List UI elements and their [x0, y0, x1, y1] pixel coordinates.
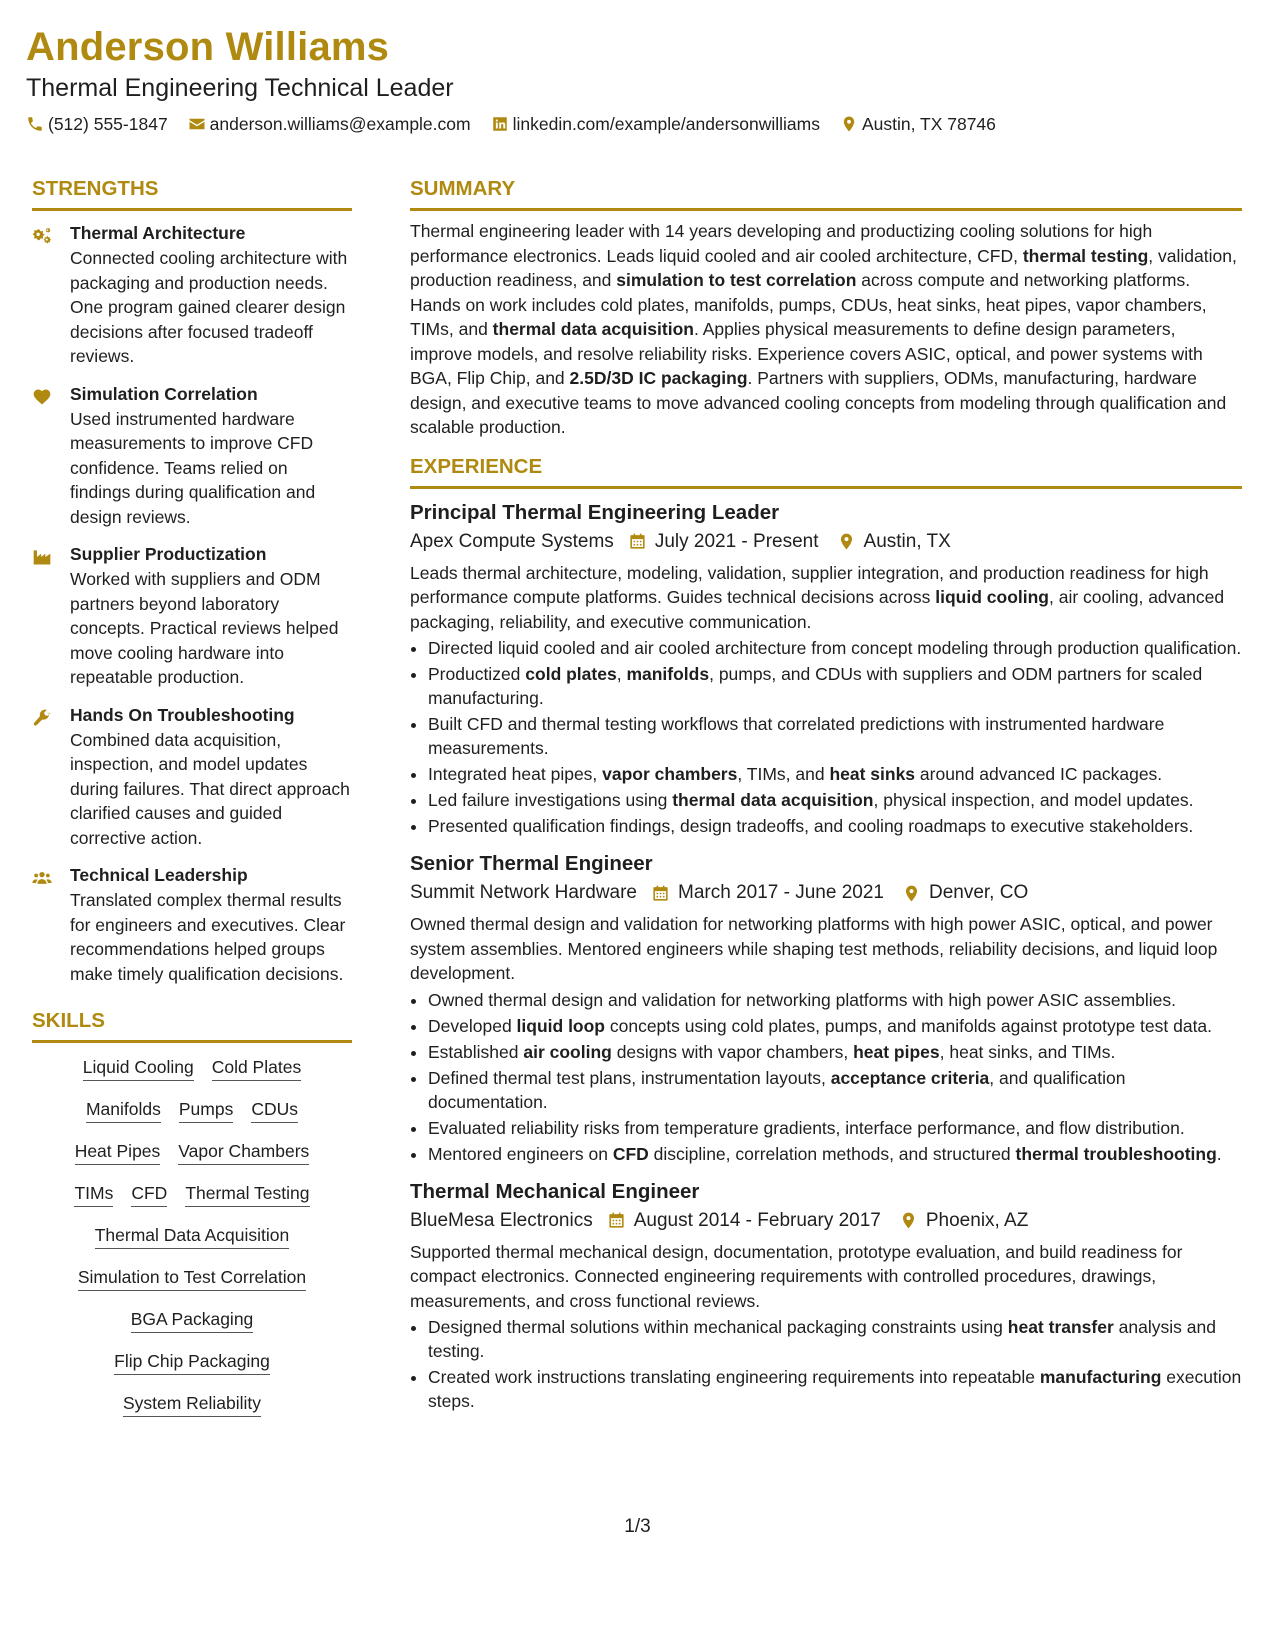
bold-keyword: heat sinks	[829, 764, 916, 784]
job-description	[410, 912, 1242, 986]
map-pin-icon	[837, 532, 856, 551]
strength-description: Used instrumented hardware measurements to improve CFD confidence. Teams relied on findings during qualification and design reviews.	[70, 408, 316, 527]
skill-row	[32, 1391, 352, 1417]
bullet-item	[428, 1014, 1242, 1038]
strength-description: Translated complex thermal results for engineers and executives. Clear recommendations helped groups make timely qualification decisions.	[70, 890, 346, 984]
text-run: .	[1216, 1143, 1222, 1164]
contact-linkedin[interactable]	[491, 112, 820, 136]
bullet-item	[428, 636, 1242, 660]
right-column	[410, 176, 1242, 1415]
bold-keyword: simulation to test correlation	[616, 270, 857, 290]
map-pin-icon	[902, 884, 921, 903]
job-location: Phoenix, AZ	[925, 1209, 1029, 1231]
bullet-item	[428, 1365, 1242, 1413]
text-run: . Partners with suppliers, ODMs, manufacturing, hardware design, and executive teams to move advanced cooling concepts from modeling through qualification and scalable production.	[410, 368, 1227, 437]
text-run: , validation, production readiness, and	[410, 245, 1237, 290]
job-meta	[410, 878, 1242, 908]
company-name: BlueMesa Electronics	[410, 1209, 593, 1231]
gears-icon	[32, 226, 52, 246]
calendar-icon	[651, 884, 670, 903]
bold-keyword: air cooling	[523, 1041, 612, 1062]
strength-description: Combined data acquisition, inspection, and model updates during failures. That direct approach clarified causes and guided corrective action.	[70, 729, 350, 848]
skill-tag: Thermal Testing	[185, 1181, 309, 1207]
company-name: Apex Compute Systems	[410, 530, 614, 552]
skill-tag: System Reliability	[123, 1391, 261, 1417]
strength-description: Worked with suppliers and ODM partners beyond laboratory concepts. Practical reviews helped move cooling hardware into repeatable production.	[70, 569, 339, 687]
bold-keyword: manifolds	[626, 664, 710, 684]
skill-row	[32, 1097, 352, 1123]
experience-heading: EXPERIENCE	[410, 454, 1242, 489]
contact-email[interactable]	[188, 112, 471, 136]
text-run: Developed	[428, 1015, 517, 1036]
skill-row	[32, 1181, 352, 1207]
strength-item	[32, 542, 352, 690]
bullet-item	[428, 988, 1242, 1012]
bold-keyword: acceptance criteria	[830, 1067, 990, 1088]
skill-tag: CFD	[131, 1181, 167, 1207]
skill-tag: Thermal Data Acquisition	[95, 1223, 290, 1249]
text-run: analysis and testing.	[428, 1317, 1216, 1361]
text-run: , air cooling, advanced packaging, reliability, and executive communication.	[410, 587, 1225, 632]
map-pin-icon	[840, 115, 858, 133]
text-run: Productized	[428, 664, 526, 684]
text-run: Leads thermal architecture, modeling, validation, supplier integration, and production readiness for high performance compute platforms. Guides technical decisions across	[410, 562, 1209, 607]
strengths-list	[32, 221, 352, 986]
job-bullets	[410, 636, 1242, 838]
job-entry	[410, 850, 1242, 1166]
text-run: , physical inspection, and model updates.	[873, 790, 1194, 810]
text-run: Established	[428, 1041, 524, 1062]
job-title: Senior Thermal Engineer	[410, 852, 653, 875]
wrench-icon	[32, 708, 52, 728]
text-run: , TIMs, and	[737, 764, 830, 784]
heart-icon	[32, 387, 52, 407]
contact-location	[840, 112, 996, 136]
skill-tag: TIMs	[74, 1181, 113, 1207]
text-run: , pumps, and CDUs with suppliers and ODM partners for scaled manufacturing.	[428, 664, 1203, 708]
bold-keyword: manufacturing	[1039, 1367, 1162, 1387]
bullet-item	[428, 1116, 1242, 1140]
text-run: ,	[616, 664, 627, 684]
skills-list	[32, 1055, 352, 1417]
envelope-icon	[188, 115, 206, 133]
job-description	[410, 1240, 1242, 1314]
bold-keyword: cold plates	[525, 664, 617, 684]
text-run: execution steps.	[428, 1367, 1242, 1411]
skill-tag: Heat Pipes	[75, 1139, 161, 1165]
map-pin-icon	[899, 1211, 918, 1230]
strengths-heading: STRENGTHS	[32, 176, 352, 211]
job-description	[410, 561, 1242, 635]
job-dates: March 2017 - June 2021	[678, 882, 884, 903]
left-column	[32, 176, 352, 1433]
strength-item	[32, 221, 352, 369]
users-icon	[32, 868, 52, 888]
location-text: Austin, TX 78746	[861, 114, 996, 134]
job-location: Austin, TX	[863, 530, 951, 552]
job-meta	[410, 527, 1242, 557]
skill-row	[32, 1139, 352, 1165]
text-run: , heat sinks, and TIMs.	[939, 1041, 1116, 1062]
skill-tag: Liquid Cooling	[83, 1055, 194, 1081]
text-run: , and qualification documentation.	[428, 1067, 1126, 1112]
summary-heading: SUMMARY	[410, 176, 1242, 211]
text-run: Directed liquid cooled and air cooled architecture from concept modeling through production qualification.	[428, 638, 1242, 658]
skill-row	[32, 1307, 352, 1333]
job-dates: July 2021 - Present	[654, 530, 819, 552]
skill-tag: BGA Packaging	[131, 1307, 254, 1333]
calendar-icon	[628, 532, 647, 551]
bold-keyword: thermal data acquisition	[492, 319, 694, 339]
text-run: Thermal engineering leader with 14 years developing and productizing cooling solutions for high performance electronics. Leads liquid cooled and air cooled architecture, CFD,	[410, 221, 1153, 266]
text-run: across compute and networking platforms. Hands on work includes cold plates, manifolds, pumps, CDUs, heat sinks, heat pipes, vapor chambers, TIMs, and	[410, 270, 1207, 339]
contact-phone[interactable]	[26, 112, 168, 136]
skill-tag: Pumps	[179, 1097, 233, 1123]
bold-keyword: heat transfer	[1007, 1317, 1114, 1337]
skills-section	[32, 1008, 352, 1417]
bold-keyword: thermal troubleshooting	[1015, 1143, 1217, 1164]
bullet-item	[428, 1315, 1242, 1363]
job-bullets	[410, 988, 1242, 1166]
job-entry	[410, 1178, 1242, 1414]
job-list	[410, 499, 1242, 1414]
bullet-item	[428, 712, 1242, 760]
calendar-icon	[607, 1211, 626, 1230]
text-run: concepts using cold plates, pumps, and manifolds against prototype test data.	[605, 1015, 1213, 1036]
text-run: Owned thermal design and validation for networking platforms with high power ASIC, optical, and power system assemblies. Mentored engineers while shaping test methods, reliability decisions, and liquid loop development.	[410, 914, 1218, 983]
summary-text	[410, 219, 1242, 440]
bullet-item	[428, 788, 1242, 812]
phone-icon	[26, 115, 44, 133]
strength-item	[32, 382, 352, 530]
text-run: Owned thermal design and validation for networking platforms with high power ASIC assemblies.	[428, 989, 1177, 1010]
skill-tag: Cold Plates	[212, 1055, 302, 1081]
page-number: 1/3	[624, 1516, 651, 1537]
bullet-item	[428, 814, 1242, 838]
text-run: Mentored engineers on	[428, 1143, 613, 1164]
bold-keyword: heat pipes	[853, 1041, 940, 1062]
strength-title: Thermal Architecture	[70, 223, 246, 243]
skill-tag: Manifolds	[86, 1097, 161, 1123]
text-run: Presented qualification findings, design tradeoffs, and cooling roadmaps to executive stakeholders.	[428, 816, 1194, 836]
text-run: Supported thermal mechanical design, documentation, prototype evaluation, and build readiness for compact electronics. Connected engineering requirements with controlled procedures, drawings, measurements, and cross functional reviews.	[410, 1241, 1183, 1311]
bullet-item	[428, 1040, 1242, 1064]
job-location: Denver, CO	[928, 882, 1029, 903]
text-run: Defined thermal test plans, instrumentation layouts,	[428, 1067, 831, 1088]
skill-row	[32, 1349, 352, 1375]
strength-item	[32, 703, 352, 851]
bold-keyword: liquid loop	[516, 1015, 605, 1036]
bold-keyword: liquid cooling	[935, 587, 1049, 607]
bullet-item	[428, 1066, 1242, 1114]
linkedin-text: linkedin.com/example/andersonwilliams	[512, 114, 820, 134]
text-run: . Applies physical measurements to define design parameters, improve models, and resolve reliability risks. Experience covers ASIC, optical, and power systems with BGA, Flip Chip, and	[410, 319, 1203, 388]
bullet-item	[428, 762, 1242, 786]
skill-tag: CDUs	[251, 1097, 298, 1123]
bold-keyword: thermal testing	[1022, 245, 1149, 266]
email-text: anderson.williams@example.com	[209, 114, 471, 134]
company-name: Summit Network Hardware	[410, 882, 637, 903]
job-meta	[410, 1206, 1242, 1236]
strength-title: Technical Leadership	[70, 865, 248, 885]
candidate-name: Anderson Williams	[26, 25, 390, 69]
strength-title: Supplier Productization	[70, 544, 267, 564]
text-run: Evaluated reliability risks from temperature gradients, interface performance, and flow distribution.	[428, 1117, 1185, 1138]
job-dates: August 2014 - February 2017	[633, 1209, 881, 1231]
resume-header	[26, 22, 1246, 136]
job-title: Thermal Mechanical Engineer	[410, 1179, 700, 1203]
strength-description: Connected cooling architecture with packaging and production needs. One program gained clearer design decisions after focused tradeoff reviews.	[70, 248, 348, 366]
job-title: Principal Thermal Engineering Leader	[410, 500, 780, 524]
skill-row	[32, 1265, 352, 1291]
skills-heading: SKILLS	[32, 1008, 352, 1043]
bold-keyword: thermal data acquisition	[672, 790, 874, 810]
job-bullets	[410, 1315, 1242, 1413]
bold-keyword: CFD	[612, 1143, 649, 1164]
factory-icon	[32, 547, 52, 567]
bullet-item	[428, 1142, 1242, 1166]
strength-title: Simulation Correlation	[70, 383, 258, 404]
skill-tag: Vapor Chambers	[178, 1139, 309, 1165]
phone-text: (512) 555-1847	[48, 114, 168, 134]
text-run: Designed thermal solutions within mechanical packaging constraints using	[428, 1317, 1008, 1337]
bullet-item	[428, 662, 1242, 710]
linkedin-icon	[491, 115, 509, 133]
text-run: designs with vapor chambers,	[611, 1041, 854, 1062]
text-run: Built CFD and thermal testing workflows that correlated predictions with instrumented hardware measurements.	[428, 714, 1165, 758]
experience-section	[410, 454, 1242, 1414]
strength-item	[32, 863, 352, 986]
text-run: discipline, correlation methods, and structured	[648, 1143, 1016, 1164]
strength-title: Hands On Troubleshooting	[70, 704, 295, 725]
contact-bar	[26, 112, 1246, 136]
text-run: Led failure investigations using	[428, 790, 673, 810]
bold-keyword: 2.5D/3D IC packaging	[569, 368, 748, 388]
text-run: Integrated heat pipes,	[428, 764, 603, 784]
text-run: around advanced IC packages.	[915, 764, 1163, 784]
text-run: Created work instructions translating engineering requirements into repeatable	[428, 1367, 1040, 1387]
skill-row	[32, 1223, 352, 1249]
skill-tag: Simulation to Test Correlation	[78, 1265, 306, 1291]
skill-tag: Flip Chip Packaging	[114, 1349, 270, 1375]
bold-keyword: vapor chambers	[602, 764, 738, 784]
skill-row	[32, 1055, 352, 1081]
job-entry	[410, 499, 1242, 839]
candidate-title: Thermal Engineering Technical Leader	[26, 74, 454, 102]
